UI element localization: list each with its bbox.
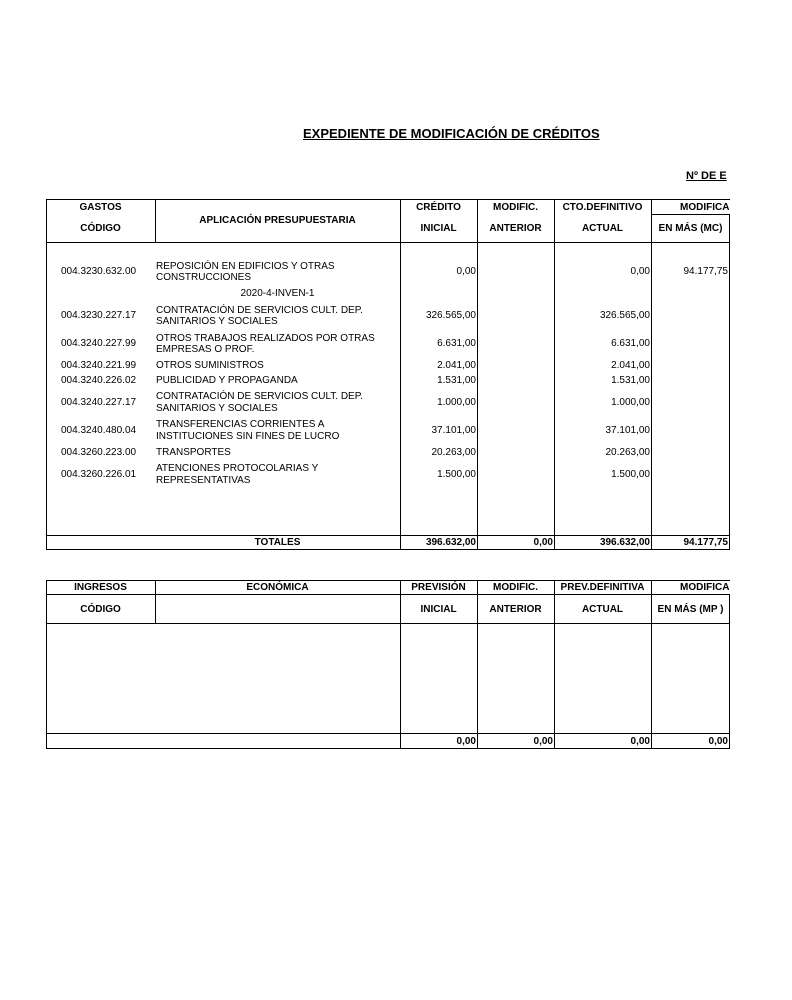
header-actual: ACTUAL [581, 223, 624, 234]
header-ingresos: INGRESOS [74, 582, 127, 593]
header-credito: CRÉDITO [416, 202, 461, 213]
total-en-mas: 0,00 [708, 736, 728, 747]
header-inicial: INICIAL [420, 223, 457, 234]
row-en-mas: 94.177,75 [683, 266, 728, 277]
row-desc-line2: SANITARIOS Y SOCIALES [156, 403, 278, 414]
header-cto-definitivo: CTO.DEFINITIVO [562, 202, 643, 213]
total-anterior: 0,00 [533, 537, 553, 548]
header-inicial: INICIAL [420, 604, 457, 615]
header-prev-definitiva: PREV.DEFINITIVA [560, 582, 645, 593]
row-code: 004.3240.227.99 [61, 338, 137, 349]
row-actual: 326.565,00 [599, 310, 650, 321]
row-desc-line2: CONSTRUCCIONES [156, 272, 252, 283]
total-actual: 396.632,00 [599, 537, 650, 548]
row-desc-line1: TRANSFERENCIAS CORRIENTES A [156, 419, 325, 430]
row-desc-line1: PUBLICIDAD Y PROPAGANDA [156, 375, 298, 386]
row-inicial: 20.263,00 [431, 447, 476, 458]
row-code: 004.3240.227.17 [61, 397, 137, 408]
header-anterior: ANTERIOR [489, 223, 542, 234]
header-codigo: CÓDIGO [80, 604, 121, 615]
row-actual: 37.101,00 [605, 425, 650, 436]
row-desc-line1: REPOSICIÓN EN EDIFICIOS Y OTRAS [156, 261, 335, 272]
row-code: 004.3230.227.17 [61, 310, 137, 321]
header-prevision: PREVISIÓN [411, 582, 466, 593]
header-gastos: GASTOS [79, 202, 122, 213]
row-inicial: 0,00 [456, 266, 476, 277]
total-anterior: 0,00 [533, 736, 553, 747]
total-actual: 0,00 [630, 736, 650, 747]
row-desc-line1: CONTRATACIÓN DE SERVICIOS CULT. DEP. [156, 391, 363, 402]
header-modific: MODIFIC. [493, 582, 538, 593]
row-desc-line2: REPRESENTATIVAS [156, 475, 251, 486]
total-en-mas: 94.177,75 [683, 537, 728, 548]
row-desc-line1: CONTRATACIÓN DE SERVICIOS CULT. DEP. [156, 305, 363, 316]
row-actual: 6.631,00 [611, 338, 650, 349]
header-actual: ACTUAL [581, 604, 624, 615]
row-code: 004.3260.226.01 [61, 469, 137, 480]
row-desc-line1: OTROS TRABAJOS REALIZADOS POR OTRAS [156, 333, 375, 344]
row-inicial: 1.000,00 [437, 397, 476, 408]
row-actual: 2.041,00 [611, 360, 650, 371]
total-inicial: 396.632,00 [425, 537, 476, 548]
row-actual: 1.531,00 [611, 375, 650, 386]
row-desc-line1: OTROS SUMINISTROS [156, 360, 264, 371]
total-inicial: 0,00 [456, 736, 476, 747]
row-code: 004.3240.221.99 [61, 360, 137, 371]
row-desc-line1: ATENCIONES PROTOCOLARIAS Y [156, 463, 319, 474]
row-inicial: 1.531,00 [437, 375, 476, 386]
document-title: EXPEDIENTE DE MODIFICACIÓN DE CRÉDITOS [303, 126, 600, 141]
totals-label: TOTALES [254, 537, 301, 548]
row-inicial: 6.631,00 [437, 338, 476, 349]
row-inicial: 37.101,00 [431, 425, 476, 436]
row-code: 004.3240.480.04 [61, 425, 137, 436]
row-inicial: 1.500,00 [437, 469, 476, 480]
project-code: 2020-4-INVEN-1 [240, 288, 315, 299]
row-code: 004.3230.632.00 [61, 266, 137, 277]
header-modifica: MODIFICA [680, 202, 729, 213]
row-desc-line2: SANITARIOS Y SOCIALES [156, 316, 278, 327]
row-inicial: 2.041,00 [437, 360, 476, 371]
row-actual: 1.000,00 [611, 397, 650, 408]
row-code: 004.3260.223.00 [61, 447, 137, 458]
header-en-mas: EN MÁS (MC) [658, 223, 723, 234]
row-desc-line1: TRANSPORTES [156, 447, 231, 458]
row-inicial: 326.565,00 [425, 310, 476, 321]
header-aplicacion: APLICACIÓN PRESUPUESTARIA [199, 215, 356, 226]
header-modifica: MODIFICA [680, 582, 729, 593]
row-desc-line2: EMPRESAS O PROF. [156, 344, 255, 355]
header-modific: MODIFIC. [493, 202, 538, 213]
header-codigo: CÓDIGO [80, 223, 121, 234]
row-actual: 0,00 [630, 266, 650, 277]
expediente-number-label: Nº DE E [686, 170, 727, 182]
row-actual: 1.500,00 [611, 469, 650, 480]
header-economica: ECONÓMICA [246, 582, 309, 593]
header-en-mas: EN MÁS (MP ) [657, 604, 724, 615]
row-desc-line2: INSTITUCIONES SIN FINES DE LUCRO [156, 431, 340, 442]
row-actual: 20.263,00 [605, 447, 650, 458]
row-code: 004.3240.226.02 [61, 375, 137, 386]
header-anterior: ANTERIOR [489, 604, 542, 615]
